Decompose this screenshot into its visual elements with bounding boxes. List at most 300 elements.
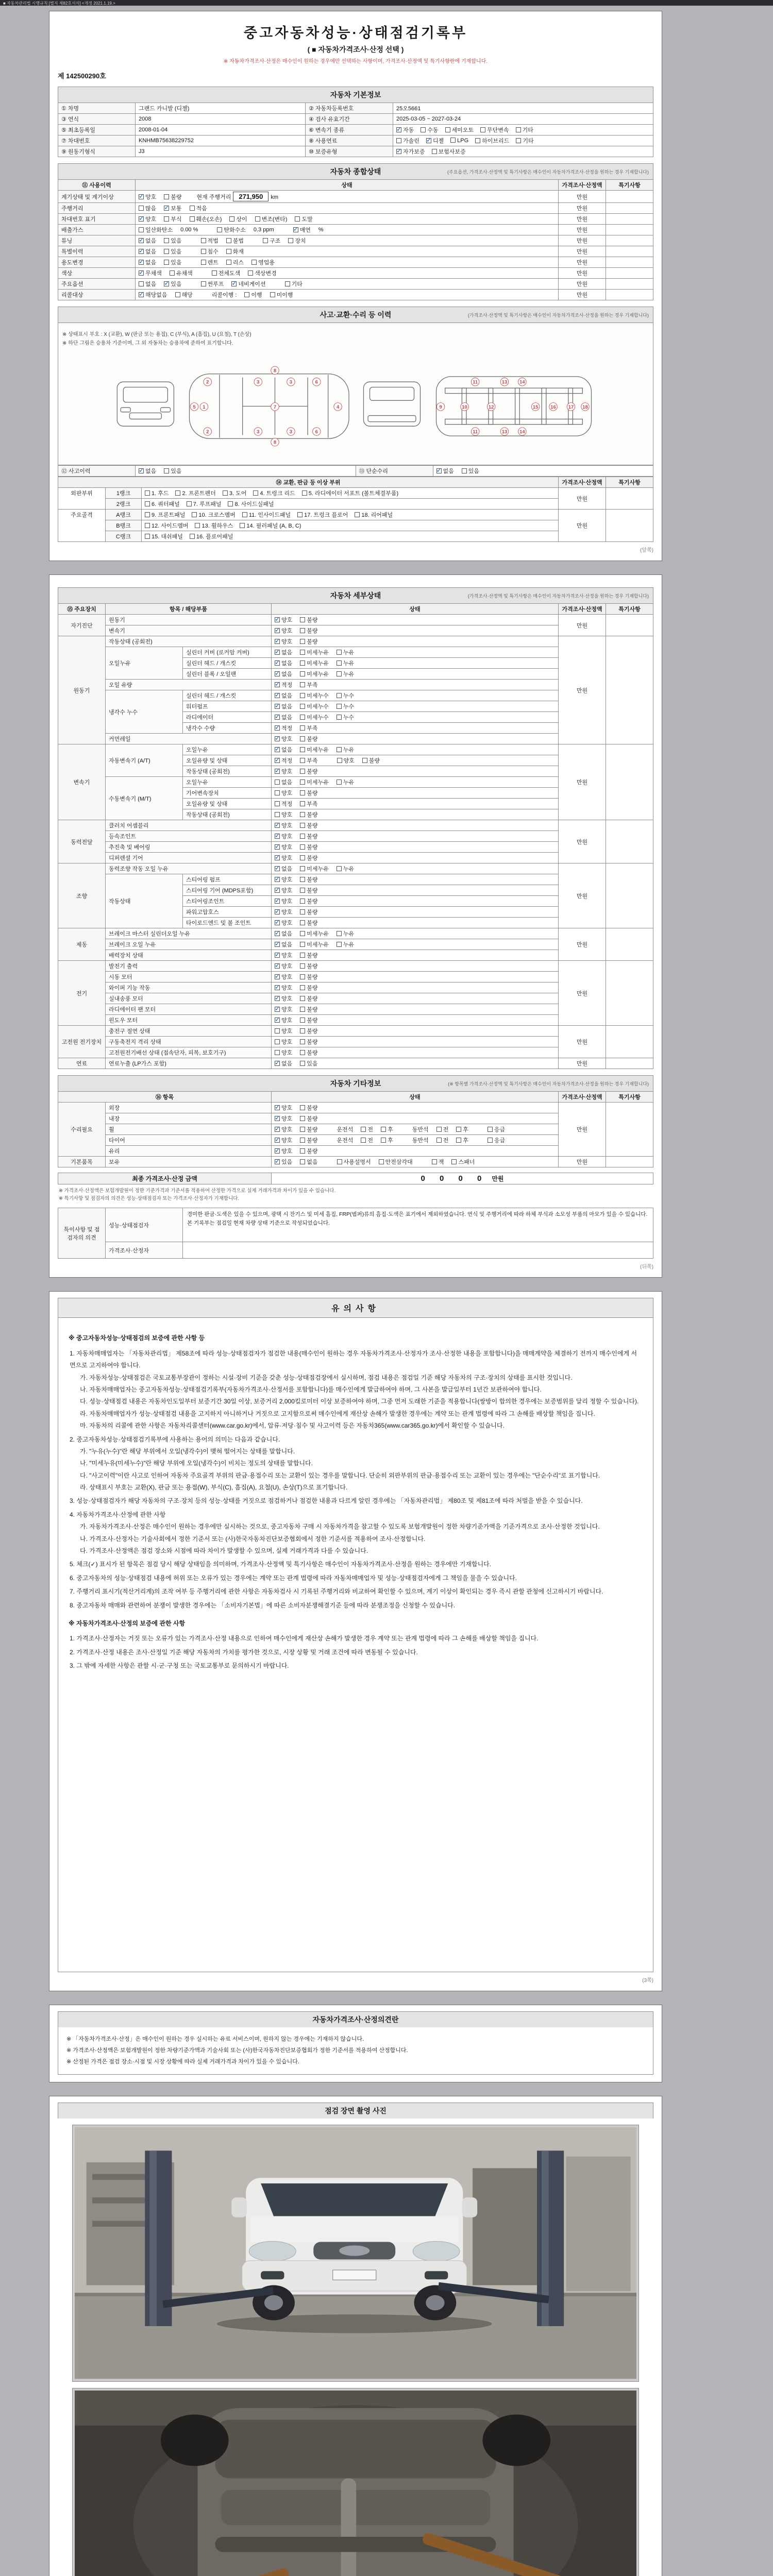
checkbox-icon — [288, 238, 293, 243]
option-label: 스패너 — [458, 1159, 475, 1165]
price-cell: 만원 — [559, 961, 606, 1026]
checkbox-icon — [242, 512, 247, 517]
checkbox-checked-icon — [275, 909, 280, 914]
checkbox-option — [300, 670, 329, 678]
column-header: 특기사항 — [606, 1092, 653, 1103]
note-cell — [606, 510, 653, 542]
part-row — [183, 755, 559, 766]
checkbox-option — [145, 511, 185, 519]
item-state — [272, 1037, 559, 1047]
note-cell — [606, 214, 653, 225]
checkbox-option — [253, 489, 295, 497]
checkbox-option — [300, 1038, 317, 1046]
accident-legend — [62, 330, 649, 348]
option-label: 없음 — [145, 260, 157, 266]
part-row — [183, 809, 559, 820]
item-label: 내장 — [106, 1113, 272, 1124]
device-item-row — [106, 939, 559, 950]
checkbox-option — [337, 659, 354, 667]
car-damage-diagram-box — [58, 323, 653, 465]
checkbox-option — [139, 269, 162, 277]
checkbox-option — [201, 247, 219, 256]
notice-line: 1. 가격조사·산정자는 거짓 또는 오류가 있는 가격조사·산정 내용으로 인하여 매수인에게 재산상 손해가 발생한 경우 계약 또는 관계 법령에 따라 그 손해를 배상할 책임을 집니다. — [70, 1635, 539, 1642]
checkbox-icon — [300, 996, 305, 1001]
checkbox-icon — [300, 931, 305, 936]
checkbox-icon — [275, 1039, 280, 1044]
item-state — [272, 831, 559, 842]
checkbox-icon — [337, 671, 342, 676]
checkbox-icon — [300, 617, 305, 622]
checkbox-checked-icon — [275, 617, 280, 622]
option-label: 불량 — [307, 1028, 318, 1035]
option-label: 양호 — [281, 920, 293, 926]
checkbox-icon — [300, 920, 305, 925]
checkbox-checked-icon — [275, 1127, 280, 1132]
checkbox-icon — [300, 1018, 305, 1023]
item-label: 자동변속기 (A/T) — [106, 744, 183, 777]
checkbox-icon — [300, 671, 305, 676]
price-cell: 만원 — [559, 1103, 606, 1157]
item-state — [272, 863, 559, 874]
checkbox-option — [139, 467, 156, 475]
checkbox-icon — [300, 704, 305, 709]
checkbox-option — [426, 137, 444, 145]
checkbox-option — [300, 962, 317, 970]
opinion-text: 경미한 판금·도색은 있을 수 있으며, 광택 시 잔기스 및 미세 흠집, FRP(범퍼)류의 흠집·도색은 표기에서 제외하였습니다. 연식 및 주행거리에 따라 하체 부식과 소모성 부품의 마모가 있을 수 있습니다. 본 기록부는 점검일 현재 차량 상태 기준으로 작성되었습니다. — [183, 1208, 653, 1242]
checkbox-option — [421, 126, 438, 134]
opinion-text — [183, 1242, 653, 1259]
checkbox-checked-icon — [275, 1159, 280, 1164]
item-state — [272, 853, 559, 863]
option-label: 후 — [463, 1138, 468, 1144]
checkbox-checked-icon — [139, 216, 144, 222]
option-label: 디젤 — [432, 138, 444, 144]
page-mark: (앞쪽) — [640, 548, 653, 553]
checkbox-icon — [145, 501, 150, 506]
checkbox-option — [275, 929, 292, 938]
device-label: 조향 — [58, 863, 106, 928]
option-label: 도말 — [301, 216, 313, 223]
note-cell — [606, 636, 653, 744]
checkbox-icon — [300, 909, 305, 914]
checkbox-option — [300, 1016, 317, 1024]
checkbox-icon — [302, 490, 307, 496]
checkbox-option — [300, 637, 317, 646]
price-cell: 만원 — [559, 928, 606, 961]
notice-line: 가. "누유(누수)"란 해당 부위에서 오일(냉각수)이 맺혀 떨어지는 상태를 말합니다. — [80, 1447, 295, 1455]
checkbox-option — [516, 137, 533, 145]
note-cell — [606, 203, 653, 214]
checkbox-checked-icon — [275, 715, 280, 720]
checkbox-option — [300, 875, 317, 884]
form-title-note: ※ 자동차가격조사·산정은 매수인이 원하는 경우에만 선택하는 사항이며, 가격조사·산정액 및 특기사항란에 기재합니다. — [223, 59, 488, 64]
panel-rank-table — [58, 477, 653, 542]
checkbox-icon — [337, 715, 342, 720]
item-label: 연료누출 (LP가스 포함) — [106, 1058, 272, 1069]
checkbox-icon — [297, 512, 303, 517]
option-label: 보통 — [171, 206, 182, 212]
option-label: 없음 — [281, 1061, 293, 1067]
checkbox-icon — [223, 490, 228, 496]
checkbox-icon — [337, 693, 342, 698]
option-label: 양호 — [281, 1028, 293, 1035]
option-label: 0.3 ppm — [253, 227, 274, 233]
checkbox-option — [248, 269, 277, 277]
checkbox-option — [275, 1048, 292, 1057]
checkbox-option — [275, 1027, 292, 1035]
svg-text:11: 11 — [473, 379, 478, 385]
rank-row — [106, 520, 559, 531]
final-price-table — [58, 1173, 653, 1184]
checkbox-checked-icon — [275, 1148, 280, 1154]
checkbox-option — [275, 984, 292, 992]
checkbox-option — [300, 1125, 317, 1133]
item-state — [272, 820, 559, 831]
form-title: 중고자동차성능·상태점검기록부 — [243, 25, 468, 41]
part-row — [183, 777, 559, 788]
rank-label: 2랭크 — [106, 499, 142, 510]
item-label: 타이어 — [106, 1135, 272, 1146]
checkbox-option — [475, 137, 509, 145]
option-label: 있음 — [171, 281, 182, 287]
svg-text:14: 14 — [519, 379, 525, 385]
checkbox-icon — [445, 127, 450, 132]
checkbox-option — [275, 1104, 292, 1112]
notice-line: 라. 상태표시 부호는 교환(X), 판금 또는 용접(W), 부식(C), 흠집(A), 요철(U), 손상(T)으로 표기합니다. — [80, 1484, 348, 1492]
price-cell: 만원 — [559, 214, 606, 225]
item-state — [272, 1058, 559, 1069]
option-label: 양호 — [281, 1105, 293, 1111]
checkbox-icon — [300, 866, 305, 871]
checkbox-icon — [201, 238, 206, 243]
checkbox-option — [396, 137, 419, 145]
overall-header-row — [58, 180, 653, 191]
checkbox-option — [456, 1136, 468, 1144]
rank-header-row — [58, 477, 653, 488]
checkbox-option — [355, 511, 393, 519]
item-label: 등속조인트 — [106, 831, 272, 842]
checkbox-option — [337, 648, 354, 656]
checkbox-option — [139, 215, 156, 223]
checkbox-icon — [361, 1138, 366, 1143]
checkbox-option — [300, 929, 329, 938]
option-label: 있음 — [171, 260, 182, 266]
price-cell: 만원 — [559, 488, 606, 510]
checkbox-option — [300, 691, 329, 700]
field-value-text: 25오5661 — [396, 106, 421, 112]
item-state — [272, 1004, 559, 1015]
checkbox-option — [275, 994, 292, 1003]
item-label: 실내송풍 모터 — [106, 993, 272, 1004]
option-label: 양호 — [281, 1018, 293, 1024]
option-label: 없음 — [145, 249, 157, 255]
checkbox-option — [228, 500, 274, 508]
option-label: 14. 필러패널 (A, B, C) — [246, 523, 301, 529]
checkbox-icon — [300, 963, 305, 969]
option-label: 탄화수소 — [224, 227, 246, 233]
note-cell — [606, 615, 653, 636]
checkbox-option — [432, 147, 466, 156]
price-cell: 만원 — [559, 636, 606, 744]
option-label: 없음 — [145, 238, 157, 244]
checkbox-option — [240, 521, 301, 530]
device-group — [58, 1157, 653, 1167]
checkbox-icon — [300, 953, 305, 958]
option-label: 운전석 — [337, 1138, 354, 1144]
checkbox-option — [139, 280, 156, 288]
option-label: 미세누유 — [307, 660, 329, 667]
option-label: 없음 — [443, 468, 454, 474]
device-item-row — [106, 1135, 559, 1146]
row-label: ⑬ 단순수리 — [356, 466, 433, 477]
rank-row — [106, 488, 559, 499]
checkbox-icon — [255, 216, 260, 222]
column-header: 가격조사·산정액 — [559, 180, 606, 191]
checkbox-checked-icon — [139, 238, 144, 243]
panel-rank-group — [58, 488, 653, 510]
checkbox-option — [275, 626, 292, 635]
checkbox-icon — [251, 260, 257, 265]
row-state — [136, 214, 559, 225]
option-label: 양호 — [281, 985, 293, 991]
checkbox-option — [275, 713, 292, 721]
checkbox-option — [295, 215, 312, 223]
row-label: ⑫ 사고이력 — [58, 466, 136, 477]
part-state — [272, 744, 559, 755]
part-label: 냉각수 수량 — [183, 723, 272, 734]
option-label: 누유 — [343, 942, 355, 948]
device-item-row — [106, 972, 559, 982]
checkbox-option — [190, 204, 207, 212]
item-label: 변속기 — [106, 625, 272, 636]
page-mark: (3쪽) — [642, 1978, 653, 1984]
option-label: 불량 — [307, 953, 318, 959]
checkbox-icon — [436, 1138, 442, 1143]
row-label: 배출가스 — [58, 225, 136, 235]
column-header: 가격조사·산정액 — [559, 1092, 606, 1103]
option-label: 불량 — [307, 1127, 318, 1133]
price-cell: 만원 — [559, 615, 606, 636]
svg-text:16: 16 — [550, 404, 556, 410]
device-item-row — [106, 1047, 559, 1058]
option-label: 후 — [388, 1127, 393, 1133]
note-cell — [606, 246, 653, 257]
price-cell: 만원 — [559, 290, 606, 300]
basic-info-row — [58, 103, 653, 114]
checkbox-option — [139, 236, 156, 245]
row-label: 색상 — [58, 268, 136, 279]
item-label: 휠 — [106, 1124, 272, 1135]
part-state — [272, 907, 559, 918]
notice-line: 다. 성능·상태점검 내용은 자동차인도일부터 보증기간 30일 이상, 보증거리 2,000킬로미터 이상 보증하여야 하며, 그중 먼저 도래한 기준을 적용합니다(쌍방이 합의한 경우에는 보증범위를 달리 정할 수 있습니다). — [80, 1398, 639, 1405]
checkbox-icon — [432, 149, 437, 154]
item-state — [272, 1146, 559, 1157]
checkbox-option — [139, 193, 156, 201]
main-form-card — [49, 11, 662, 561]
checkbox-option — [275, 1158, 292, 1166]
final-price-digits: 0 0 0 0 — [421, 1174, 488, 1183]
note-cell — [606, 1058, 653, 1069]
item-state — [272, 961, 559, 972]
item-label: 커먼레일 — [106, 734, 272, 744]
option-label: 15. 대쉬패널 — [152, 534, 183, 540]
field-label: ④ 검사 유효기간 — [306, 114, 393, 125]
device-label: 전기 — [58, 961, 106, 1026]
checkbox-option — [516, 126, 533, 134]
checkbox-option — [300, 951, 317, 959]
checkbox-option — [300, 865, 329, 873]
option-label: 양호 — [281, 1039, 293, 1045]
checkbox-option — [300, 1104, 317, 1112]
device-group — [58, 744, 653, 820]
basic-info-row — [58, 135, 653, 146]
checkbox-icon — [300, 974, 305, 979]
checkbox-option — [164, 215, 181, 223]
checkbox-icon — [187, 501, 192, 506]
appraisal-opinion-card — [49, 2005, 662, 2082]
checkbox-checked-icon — [139, 194, 144, 199]
option-label: 양호 — [281, 628, 293, 634]
checkbox-icon — [300, 747, 305, 752]
checkbox-option — [480, 126, 509, 134]
option-label: 불량 — [307, 1138, 318, 1144]
checkbox-option — [164, 467, 181, 475]
option-label: 불량 — [307, 628, 318, 634]
checkbox-option — [217, 226, 246, 234]
rank-row — [106, 499, 559, 510]
note-cell — [606, 1157, 653, 1167]
checkbox-icon — [396, 138, 401, 143]
option-label: 누수 — [343, 704, 355, 710]
checkbox-option — [300, 800, 317, 808]
part-state — [272, 766, 559, 777]
option-label: 13. 휠하우스 — [201, 523, 233, 529]
option-label: 누유 — [343, 671, 355, 677]
checkbox-icon — [300, 834, 305, 839]
item-state — [272, 1113, 559, 1124]
part-state — [272, 690, 559, 701]
row-state — [136, 246, 559, 257]
checkbox-icon — [300, 682, 305, 687]
device-item-row — [106, 1113, 559, 1124]
column-header: 상태 — [272, 604, 559, 615]
option-label: 일산화탄소 — [145, 227, 173, 233]
checkbox-icon — [300, 779, 305, 785]
value-text — [412, 1136, 429, 1144]
field-label: ⑧ 사용연료 — [306, 135, 393, 146]
form-caption-bar — [0, 0, 773, 6]
checkbox-icon — [300, 812, 305, 817]
part-label: 스티어링 펌프 — [183, 874, 272, 885]
option-label: 미세누유 — [307, 650, 329, 656]
section-title: 사고·교환·수리 등 이력 — [320, 311, 392, 319]
svg-text:8: 8 — [273, 368, 277, 374]
option-label: 미이행 — [276, 292, 293, 298]
device-item-row — [106, 734, 559, 744]
field-label: ⑨ 원동기형식 — [58, 146, 136, 157]
checkbox-icon — [228, 501, 233, 506]
device-item-row — [106, 744, 559, 777]
checkbox-icon — [300, 899, 305, 904]
part-row — [183, 896, 559, 907]
section-note: (가격조사·산정액 및 특기사항은 매수인이 자동차가격조사·산정을 원하는 경우 기재합니다) — [467, 313, 649, 318]
option-label: 양호 — [281, 963, 293, 970]
option-label: 썬루프 — [207, 281, 224, 287]
device-item-row — [106, 993, 559, 1004]
checkbox-checked-icon — [293, 227, 298, 232]
checkbox-icon — [192, 512, 197, 517]
option-label: 양호 — [145, 216, 157, 223]
checkbox-icon — [488, 1127, 493, 1132]
device-item-row — [106, 1146, 559, 1157]
appraisal-note-line: ※ 「자동차가격조사·산정」은 매수인이 원하는 경우 실시하는 유료 서비스이며, 원하지 않는 경우에는 기재하지 않습니다. — [66, 2036, 364, 2043]
checkbox-option — [337, 713, 354, 721]
device-item-row — [106, 1157, 559, 1167]
option-label: 있음 — [468, 468, 480, 474]
checkbox-option — [300, 1136, 317, 1144]
option-label: 불량 — [307, 812, 318, 818]
option-label: 10. 크로스멤버 — [198, 512, 236, 518]
option-label: 불량 — [307, 1018, 318, 1024]
option-label: 미세누수 — [307, 693, 329, 699]
checkbox-option — [251, 258, 275, 266]
section-accident-header — [58, 307, 653, 323]
opinion-role: 가격조사·산정자 — [106, 1242, 183, 1259]
checkbox-icon — [300, 1138, 305, 1143]
checkbox-option — [432, 1158, 444, 1166]
rank-label: A랭크 — [106, 510, 142, 520]
option-label: 잭 — [438, 1159, 444, 1165]
column-header: 특기사항 — [606, 180, 653, 191]
option-label: 이행 — [251, 292, 262, 298]
option-label: 양호 — [281, 899, 293, 905]
svg-text:6: 6 — [315, 429, 318, 435]
option-label: 7. 루프패널 — [193, 501, 222, 507]
option-label: 수동 — [427, 127, 439, 133]
checkbox-icon — [300, 693, 305, 698]
option-label: 양호 — [281, 844, 293, 851]
part-row — [183, 701, 559, 712]
field-value — [393, 125, 653, 135]
checkbox-icon — [300, 1127, 305, 1132]
option-label: 2. 프론트펜더 — [182, 490, 216, 497]
option-label: 불량 — [307, 790, 318, 796]
checkbox-icon — [240, 523, 245, 528]
item-state — [272, 1103, 559, 1113]
rank-label: 1랭크 — [106, 488, 142, 499]
checkbox-option — [226, 247, 244, 256]
option-label: 해당 — [181, 292, 193, 298]
rank-parts — [142, 510, 559, 520]
notice-line: 2. 중고자동차성능·상태점검기록부에 사용하는 용어의 의미는 다음과 같습니다. — [70, 1435, 280, 1443]
opinion-row — [106, 1242, 653, 1259]
svg-text:14: 14 — [519, 429, 525, 435]
note-cell — [606, 488, 653, 510]
checkbox-icon — [229, 216, 234, 222]
option-label: 불량 — [307, 1116, 318, 1122]
checkbox-icon — [362, 758, 367, 763]
checkbox-icon — [337, 942, 342, 947]
part-label: 파워고압호스 — [183, 907, 272, 918]
checkbox-icon — [379, 1159, 384, 1164]
notice-line: 다. "사고이력"이란 사고로 인하여 자동차 주요골격 부위의 판금·용접수리 또는 교환이 있는 경우를 말합니다. 단순히 외판부위의 판금·용접수리 또는 교환이 있는 경우에는 "단순수리"로 표기합니다. — [80, 1471, 600, 1479]
etc-info-table — [58, 1091, 653, 1167]
notice-line: ※ 자동차가격조사·산정의 보증에 관한 사항 — [69, 1619, 186, 1627]
option-label: 유채색 — [176, 270, 193, 277]
mileage-value: 271,950 — [233, 192, 268, 201]
group-label: 주요골격 — [58, 510, 106, 542]
item-label: 고전원전기배선 상태 (접속단자, 피복, 보호기구) — [106, 1047, 272, 1058]
